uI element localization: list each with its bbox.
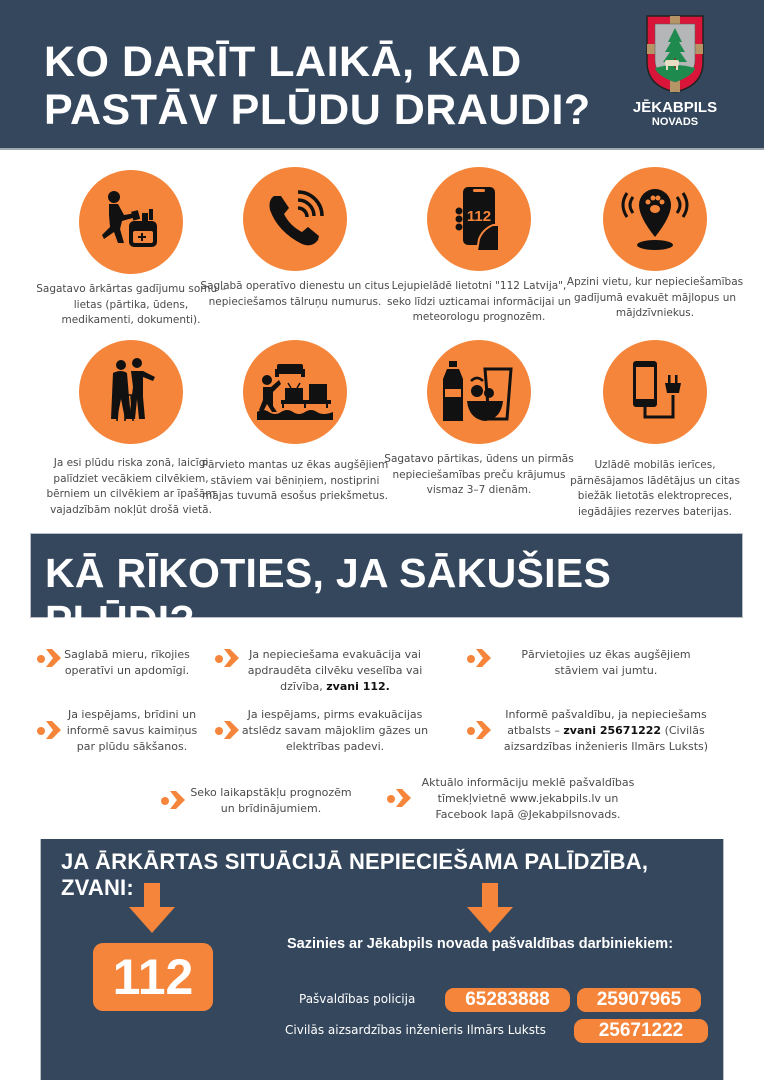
municipality-logo <box>632 14 718 129</box>
tip-charge-devices <box>560 340 750 520</box>
phone-ringing-icon <box>243 167 347 271</box>
orange-chevron-icon <box>214 719 240 741</box>
police-phone-1[interactable]: 65283888 <box>445 988 570 1012</box>
step-item <box>214 707 454 755</box>
down-arrow-icon <box>467 883 513 933</box>
tip-save-numbers <box>200 167 390 310</box>
section-title: JA ĀRKĀRTAS SITUĀCIJĀ NEPIECIEŠAMA PALĪDZĪBA, ZVANI: <box>61 849 649 900</box>
food-water-supplies-icon <box>427 340 531 444</box>
orange-chevron-icon <box>160 789 186 811</box>
municipality-call-emphasis: zvani 25671222 <box>563 724 662 737</box>
step-item <box>36 707 206 755</box>
step-item <box>386 775 646 823</box>
step-text: Aktuālo informāciju meklē pašvaldības tīmekļvietnē www.jekabpils.lv un Facebook lapā @Jekabpilsnovads. <box>421 776 635 821</box>
emergency-call-emphasis: zvani 112. <box>326 680 390 693</box>
step-item <box>214 647 454 695</box>
emergency-backpack-icon <box>79 170 183 274</box>
tip-emergency-bag <box>36 170 226 329</box>
smartphone-112-icon <box>427 167 531 271</box>
pet-location-pin-icon <box>603 167 707 271</box>
tip-download-app <box>384 167 574 326</box>
tip-text: Ja esi plūdu riska zonā, laicīgi palīdziet vecākiem cilvēkiem, bērniem un cilvēkiem ar īpašām vajadzībām nokļūt drošā vietā. <box>46 457 216 516</box>
contact-label-police: Pašvaldības policija <box>299 992 416 1006</box>
orange-chevron-icon <box>214 647 240 669</box>
step-item <box>36 647 206 679</box>
contacts-heading: Sazinies ar Jēkabpils novada pašvaldības darbiniekiem: <box>287 936 674 952</box>
tip-text: Sagatavo ārkārtas gadījumu somu – lietas (pārtika, ūdens, medikamenti, dokumenti). <box>36 283 226 326</box>
page-title-line-2: PASTĀV PLŪDU DRAUDI? <box>44 86 591 134</box>
tip-text: Apzini vietu, kur nepieciešamības gadījumā evakuēt mājlopus un mājdzīvniekus. <box>566 276 744 319</box>
step-text-part: Ja nepieciešama evakuācija vai apdraudēta cilvēku veselība vai dzīvība, <box>247 648 423 693</box>
tip-text: Pārvieto mantas uz ēkas augšējiem stāviem vai bēniņiem, nostiprini mājas tuvumā esošus priekšmetus. <box>201 459 389 502</box>
elderly-assistance-icon <box>79 340 183 444</box>
step-text: Ja iespējams, brīdini un informē savus kaimiņus par plūdu sākšanos. <box>66 708 198 753</box>
police-phone-2[interactable]: 25907965 <box>577 988 701 1012</box>
step-item <box>466 707 736 755</box>
tip-text: Uzlādē mobilās ierīces, pārnēsājamos lādētājus un citas biežāk lietotās elektropreces, iegādājies rezerves baterijas. <box>570 459 740 518</box>
page-title <box>44 38 591 134</box>
move-furniture-icon <box>243 340 347 444</box>
orange-chevron-icon <box>466 719 492 741</box>
step-text: Seko laikapstākļu prognozēm un brīdinājumiem. <box>190 786 352 815</box>
contact-label-civil-defence: Civilās aizsardzības inženieris Ilmārs Luksts <box>285 1023 546 1037</box>
tip-text: Saglabā operatīvo dienestu un citus nepieciešamos tālruņu numurus. <box>200 280 390 308</box>
orange-chevron-icon <box>36 647 62 669</box>
tip-help-vulnerable <box>36 340 226 518</box>
emergency-contacts-panel <box>40 839 724 1080</box>
emergency-number-112[interactable]: 112 <box>93 943 213 1011</box>
step-item <box>466 647 726 679</box>
header-banner <box>0 0 764 150</box>
orange-chevron-icon <box>466 647 492 669</box>
orange-chevron-icon <box>386 787 412 809</box>
down-arrow-icon <box>129 883 175 933</box>
logo-name: JĒKABPILS <box>632 99 718 116</box>
svg-text:112: 112 <box>466 208 492 225</box>
step-text-part: (Civilās aizsardzības inženieris Ilmārs Luksts) <box>503 724 709 753</box>
tip-text: Sagatavo pārtikas, ūdens un pirmās nepieciešamības preču krājumus vismaz 3–7 dienām. <box>384 453 574 496</box>
tip-supplies <box>384 340 574 499</box>
step-text: Ja iespējams, pirms evakuācijas atslēdz savam mājoklim gāzes un elektrības padevi. <box>241 708 429 753</box>
step-text <box>240 647 430 695</box>
tip-animal-evacuation <box>560 167 750 322</box>
step-text: Pārvietojies uz ēkas augšējiem stāviem vai jumtu. <box>521 648 691 677</box>
phone-charger-icon <box>603 340 707 444</box>
tip-text: Lejupielādē lietotni "112 Latvija", seko līdzi uzticamai informācijai un meteorologu prognozēm. <box>386 280 572 323</box>
logo-subtitle: NOVADS <box>651 116 699 128</box>
section-title: KĀ RĪKOTIES, JA SĀKUŠIES PLŪDI? <box>45 550 612 643</box>
tip-move-belongings <box>200 340 390 505</box>
section-flood-started-banner <box>30 533 743 643</box>
step-text: Saglabā mieru, rīkojies operatīvi un apdomīgi. <box>64 648 190 677</box>
coat-of-arms-icon <box>645 14 705 94</box>
civil-defence-phone[interactable]: 25671222 <box>574 1019 708 1043</box>
orange-chevron-icon <box>36 719 62 741</box>
step-item <box>160 785 370 817</box>
step-text-part: Informē pašvaldību, ja nepieciešams atbalsts – <box>505 708 707 737</box>
step-text <box>496 707 716 755</box>
page-title-line-1: KO DARĪT LAIKĀ, KAD <box>44 38 522 86</box>
